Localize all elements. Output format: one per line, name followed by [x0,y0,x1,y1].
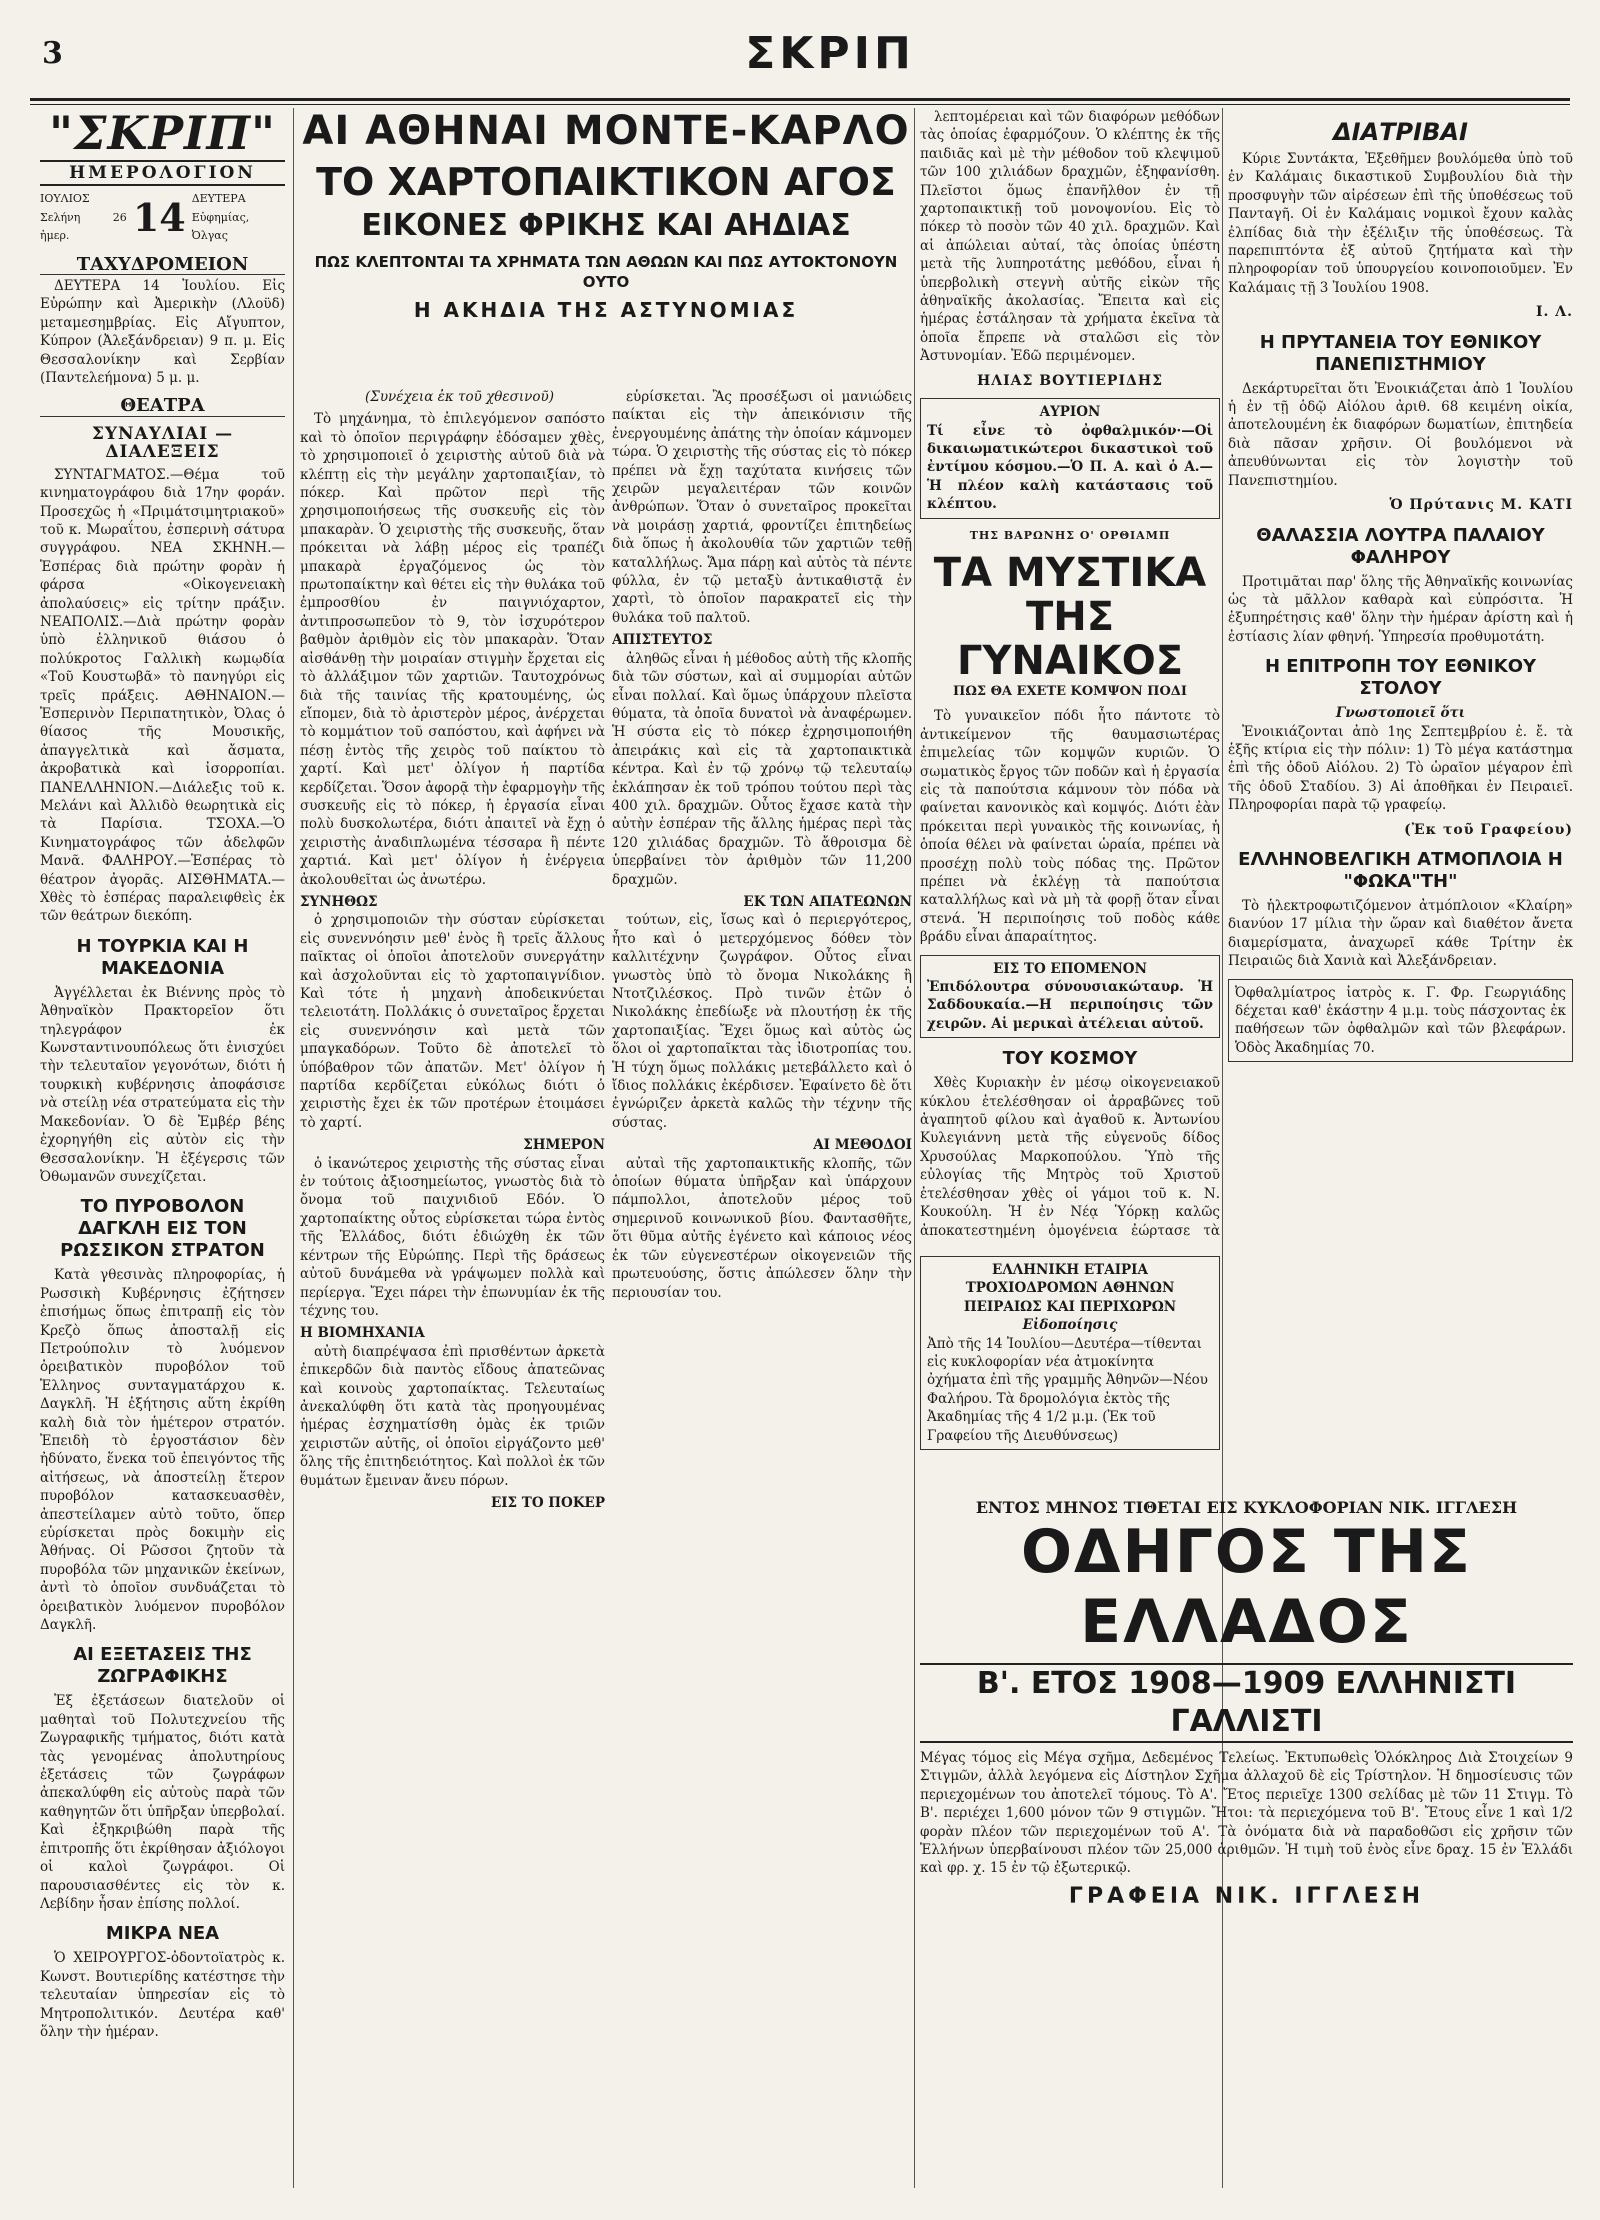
turkey-title: Η ΤΟΥΡΚΙΑ ΚΑΙ Η ΜΑΚΕΔΟΝΙΑ [76,935,249,979]
ad-footer: ΓΡΑΦΕΙΑ ΝΙΚ. ΙΓΓΛΕΣΗ [1068,1883,1425,1909]
tram-text: Ἀπὸ τῆς 14 Ἰουλίου—Δευτέρα—τίθενται εἰς κυκλοφορίαν νέα ἀτμοκίνητα ὀχήματα ἐπὶ τῆς γραμμῆς Ἀθηνῶν—Νέου Φαλήρου. Τὰ δρομολόγια ἐκτὸς τῆς Ἀκαδημίας τῆς 4 1/2 μ.μ. (Ἐκ τοῦ Γραφείου τῆς Διευθύνσεως) [927,1335,1208,1444]
article-text: λεπτομέρειαι καὶ τῶν διαφόρων μεθόδων τὰς ὁποίας ἐφαρμόζουν. Ὁ κλέπτης ἐκ τῆς παιδιᾶς καὶ μὲ τὴν μέθοδον τοῦ κλεψιμοῦ τῶν 100 χιλιάδων δραχμῶν, ἐξηφανίσθη. Πλεῖστοι ὅμως ἐπανῆλθον ἐν τῇ χαρτοπαικτικῇ τοῦ μονοψονίου. Εἰς τὸ πόκερ τὸ ποσὸν τῶν 40 χιλ. δραχμῶν. Καὶ αἱ ἀπώλειαι αὐταί, τὰς ὁποίας ὑπέστη μετὰ τῆς λυπηροτάτης μεθόδου, εἶναι ἡ ὑπερβολικὴ στεγνὴ αὐτῆς εἰκὼν τῆς ἀθηναϊκῆς ἀκολασίας. Ἔπειτα καὶ εἰς ἡμέρας ἐστάλησαν τὰ χρήματα ἐκεῖνα τὰ ὁποῖα ἔπρεπε νὰ σταλῶσι εἰς τὸν Ἀστυνομίαν. Ἐδῶ περιμένομεν. [920,109,1220,365]
baths-title: ΘΑΛΑΣΣΙΑ ΛΟΥΤΡΑ ΠΑΛΑΙΟΥ ΦΑΛΗΡΟΥ [1256,524,1545,568]
article-text: τούτων, εἰς, ἴσως καὶ ὁ περιεργότερος, ἦτο καὶ ὁ μετερχόμενος δόθεν τὸν καλλιτέχνην ζωγράφον. Οὗτος εἶναι γνωστὸς ὑπὸ τὸ ὄνομα Νικολάκης ἢ Ντοτζιλέσκος. Πρὸ τινῶν ἐτῶν ὁ Νικολάκης ἐπεδίωξε νὰ πλουτήσῃ ἐκ τῆς χαρτοπαιξίας. Ἔχει ὅμως καὶ αὐτὸς ὡς ὅλοι οἱ χαρτοπαῖκται τὰς ἰδιοτροπίας του. Ἡ τύχη ὅμως πολλάκις μετεβάλλετο καὶ ὁ ἴδιος πολλάκις ἐκέρδισεν. Ἐφαίνετο δὲ ὅτι ἐγνώριζεν ἀρκετὰ καλῶς τὴν τέχνην τῆς σύστας. [612,912,912,1131]
article-text: αὐταὶ τῆς χαρτοπαικτικῆς κλοπῆς, τῶν ὁποίων θύματα ὑπῆρξαν καὶ ὑπάρχουν πάμπολλοι, ἀποτελοῦν μέρος τοῦ σημερινοῦ κοινωνικοῦ βίου. Φαντασθῆτε, ὅτι θῦμα αὐτῆς ἐγένετο καὶ κάποιος νέος ἐκ τῶν εὐγενεστέρων οἰκογενειῶν τῆς πρωτευούσης, ὅστις ἀπώλεσεν ὅλην τὴν περιουσίαν του. [612,1155,912,1301]
ad-year: Β'. ΕΤΟΣ 1908—1909 ΕΛΛΗΝΙΣΤΙ ΓΑΛΛΙΣΤΙ [920,1663,1573,1743]
small-news-title: ΜΙΚΡΑ ΝΕΑ [105,1923,220,1945]
column-1 [40,108,285,2188]
article-text: αὐτὴ διαπρέψασα ἐπὶ πρισθέντων ἀρκετὰ ἐπικερδῶν διὰ παντὸς εἴδους ἀπατεῶνας καὶ κοινοὺς χαρτοπαίκτας. Τελευταίως ἀνεκαλύφθη ὅτι κατὰ τὰς προηγουμένας ἡμέρας ἐσχηματίσθη ὁμὰς ἐκ τριῶν χειριστῶν αὐτῆς, οἱ ὁποῖοι εἰργάζοντο μεθ' ὅλης τῆς ἐπιτηδειότητος. Καὶ πολλοὶ ἐκ τῶν θυμάτων ἔμειναν ἄνευ πόρων. [300,1343,605,1489]
tram-title: ΕΛΛΗΝΙΚΗ ΕΤΑΙΡΙΑ ΤΡΟΧΙΟΔΡΟΜΩΝ ΑΘΗΝΩΝ ΠΕΙΡΑΙΩΣ ΚΑΙ ΠΕΡΙΧΩΡΩΝ [963,1262,1177,1315]
mystika-title: ΤΑ ΜΥΣΤΙΚΑ ΤΗΣ ΓΥΝΑΙΚΟΣ [933,549,1207,684]
column-2 [300,388,605,2188]
doctor-box [1228,979,1573,1063]
next-title: ΕΙΣ ΤΟ ΕΠΟΜΕΝΟΝ [993,960,1147,977]
prytaneia-signature: Ὁ Πρύτανις Μ. ΚΑΤΙ [1389,497,1573,514]
prytaneia-text: Δεκάρτυρεῖται ὅτι Ἐνοικιάζεται ἀπὸ 1 Ἰουλίου ἡ ἐν τῇ ὁδῷ Αἰόλου ἀριθ. 68 κειμένη οἰκία, ἀποτελουμένη ἐκ διαφόρων δωματίων, ἐπιτηδεία διὰ πᾶσαν χρῆσιν. Οἱ βουλόμενοι νὰ ἀπευθύνωνται εἰς τὸν λογιστὴν τοῦ Πανεπιστημίου. [1228,380,1573,489]
ad-text: Μέγας τόμος εἰς Μέγα σχῆμα, Δεδεμένος Τελείως. Ἐκτυπωθεὶς Ὁλόκληρος Διὰ Στοιχείων 9 Στιγμῶν, ἀλλὰ λεγόμενα εἰς Δίστηλον Σχῆμα ἀλλαχοῦ δὲ εἰς Τρίστηλον. Ἡ δημοσίευσις τῶν περιεχομένων του ἀποτελεῖ τόμους. Τὸ Α'. Ἔτος περιεῖχε 1300 σελίδας μὲ τῶν 11 Στιγμ. Τὸ Β'. περιέχει 1,600 μόνον τῶν 9 στιγμῶν. Ἤτοι: τὰ περιεχόμενα τοῦ Β'. Ἔτους εἶνε 1 καὶ 1/2 φορὰν πλέον τῶν περιεχομένων τοῦ Α'. Τὰ ὀνόματα διὰ νὰ παραδοθῶσι εἰς χρῆσιν τῶν Ἑλλήνων ὑπερβαίνουσι πλέον τῶν 25,000 ἀριθμῶν. Ἡ τιμὴ τοῦ ἑνὸς εἶνε δραχ. 15 ἐν Ἑλλάδι καὶ φρ. χ. 15 ἐν τῷ ἐξωτερικῷ. [920,1750,1573,1877]
column-5 [1228,108,1573,1488]
date-right: ΔΕΥΤΕΡΑ Εὐφημίας, Ὀλγας [191,192,250,243]
fleet-text: Ἐνοικιάζονται ἀπὸ 1ης Σεπτεμβρίου ἐ. ἔ. τὰ ἑξῆς κτίρια εἰς τὴν πόλιν: 1) Τὸ μέγα κατάστημα ἐπὶ τῆς ὁδοῦ Αἰόλου. 2) Τὸ ὡραῖον μέγαρον ἐπὶ τῆς ὁδοῦ Σταδίου. 3) Αἱ ἀποθῆκαι ἐν Πειραιεῖ. Πληροφορίαι παρὰ τῷ γραφείῳ. [1228,723,1573,814]
lead-deck: ΠΩΣ ΚΛΕΠΤΟΝΤΑΙ ΤΑ ΧΡΗΜΑΤΑ ΤΩΝ ΑΘΩΩΝ ΚΑΙ ΠΩΣ ΑΥΤΟΚΤΟΝΟΥΝ ΟΥΤΟ [314,253,898,291]
article-text: εὑρίσκεται. Ἂς προσέξωσι οἱ μανιώδεις παίκται εἰς τὴν ἀπεικόνισιν τῆς ἐνεργουμένης ἀπάτης τὴν ὁποίαν κάμνομεν τώρα. Ὁ χειριστὴς τῆς σύστας εἰς τὸ πόκερ πρέπει νὰ ἔχῃ ταχύτατα κινήσεις τῶν χειρῶν μεγαλειτέραν τῶν κοινῶν ἀνθρώπων. Ὅταν ὁ συνεταῖρος προκεῖται νὰ μοιράσῃ χαρτιά, φροντίζει ἐπιτηδείως διὰ ὅπως ἡ ἀκολουθία τῶν χαρτιῶν τεθῇ καταλλήλως. Ἅμα πάρῃ καὶ αὐτὸς τὰ πέντε φύλλα, ἐν τῷ μεταξὺ ἀντικαθιστᾷ ἐν χαρτὶ, τὸ ὁποῖον παρακρατεῖ εἰς τὴν θυλάκα τοῦ παλτοῦ. [612,389,912,626]
post-text: ΔΕΥΤΕΡΑ 14 Ἰουλίου. Εἰς Εὐρώπην καὶ Ἀμερικὴν (Λλοϋδ) μεταμεσημβρίας. Εἰς Αἴγυπτον, Κύπρον (Ἀλεξάνδρειαν) 9 π. μ. Εἰς Θεσσαλονίκην καὶ Σερβίαν (Παντελεήμονα) 5 μ. μ. [40,278,285,387]
exams-text: Ἐξ ἐξετάσεων διατελοῦν οἱ μαθηταὶ τοῦ Πολυτεχνείου τῆς Ζωγραφικῆς τμήματος, διότι κατὰ τὰς γενομένας ἀπολυτηρίους ἐξετάσεις τῶν ζωγράφων ἀπεκαλύφθη εἰς αὐτοὺς παρὰ τῶν καθηγητῶν ὅτι ὑπῆρξαν ὑπερβολαί. Καὶ ἐξηκριβώθη παρὰ τῆς ἐπιτροπῆς ὅτι ἐκρίθησαν ἀξιόλογοι οἱ καλοὶ ζωγράφοι. Οἱ παρουσιασθέντες εἰς τὸν κ. Λεβίδην ἦσαν ἐπίσης πολλοί. [40,1693,285,1912]
header-rule-thin [30,104,1570,105]
subhead: ΣΗΜΕΡΟΝ [523,1137,605,1154]
article-text: Τὸ μηχάνημα, τὸ ἐπιλεγόμενον σαπόστο καὶ τὸ ὁποῖον περιγράφην ἐδόσαμεν χθὲς, τὸ χρησιμοποιεῖ ὁ χειριστὴς αὐτοῦ διὰ νὰ κλέπτῃ εἰς τὴν μεγάλην χαρτοπαιξίαν, τὸ πόκερ. Καὶ πρῶτον περὶ τῆς χρησιμοποιήσεως τῆς συσκευῆς εἰς τὸν μπακαρὰν. Ὁ χειριστὴς τῆς συσκευῆς, ὅταν πρόκειται νὰ λάβῃ μέρος εἰς τραπέζι μπακαρὰ ἐργαζόμενος ὡς τὸν πρωτοπαίκτην καὶ θέτει εἰς τὴν θυλάκα τοῦ ἐμπροσθίου ἐν παιγνιόχαρτον, ἀντιπροσωπεῦον τὸ 9, τὸν ἰσχυρότερον βαθμὸν ἀριθμὸν εἰς τὸν μπακαρὰν. Ὅταν αἰσθάνθῃ τὴν μοιραίαν στιγμὴν ἔρχεται εἰς τὸ ἀλλάξιμον τῶν χαρτιῶν. Ταυτοχρόνως διὰ τῆς ταινίας τῆς κρατουμένης, ὡς εἴπομεν, διὰ τὸ ἀριστερὸν μέρος, ἀνέρχεται τὸ κομμάτιον τοῦ σαπόστου, καὶ ἀφήνει νὰ πέσῃ ἐντὸς τῆς χειρὸς τοῦ παίκτου τὸ χαρτί. Καὶ μετ' ὀλίγον ἡ παρτίδα κερδίζεται. Ὅσον ἀφορᾷ τὴν ἐφαρμογὴν τῆς συσκευῆς εἰς τὸ πόκερ, ἡ ἐργασία εἶναι πολὺ δυσκολωτέρα, διότι ἀπαιτεῖ νὰ ἔχῃ ὁ χειριστὴς ἀναδιπλωμένα τέσσαρα ἢ πέντε χαρτιά. Καὶ μετ' ὀλίγον ἡ ἐνέργεια ἀκολουθεῖται ὡς ἀνωτέρω. [300,411,605,888]
society-title: ΤΟΥ ΚΟΣΜΟΥ [1002,1048,1138,1070]
masthead: ΣΚΡΙΠ [745,28,915,79]
cannon-text: Κατὰ γθεσινὰς πληροφορίας, ἡ Ρωσσικὴ Κυβέρνησις ἐζήτησεν ἐπισήμως ὅπως ἐπιτραπῇ εἰς τὸν Κρεζὸ ὅπως ἀποσταλῇ εἰς Πετρούπολιν τὸ λυόμενον ὀρειβατικὸν πυροβόλον τοῦ Ἑλληνος συνταγματάρχου κ. Δαγκλῆ. Ἡ ἐξήτησις αὕτη ἐκρίθη καλὴ διὰ τὸν ἡμέτερον στρατόν. Ἐπειδὴ τὸ ἐργοστάσιον δὲν ἠδύνατο, ἕνεκα τοῦ ἐπειγόντος τῆς αἰτήσεως, νὰ ἀποστείλῃ ἕτερον πυροβόλον κατασκευασθὲν, ἀπεστείλαμεν αὐτὸ τοῦτο, ὅπερ εὑρίσκεται πρὸς δοκιμὴν εἰς Ἀθήνας. Οἱ Ρῶσσοι ζητοῦν τὰ πυροβόλα τῶν μηχανικῶν ἐκείνων, ἀντὶ τὸ ὁποῖον συνδυάζεται τὸ ὀρειβατικὸν λυόμενον πυροβόλον Δαγκλῆ. [40,1267,285,1634]
subhead: ΕΙΣ ΤΟ ΠΟΚΕΡ [490,1494,605,1511]
subhead: ΕΚ ΤΩΝ ΑΠΑΤΕΩΝΩΝ [743,893,912,910]
section-theatre-title: ΘΕΑΤΡΑ [40,397,285,416]
day-number: 14 [132,194,186,240]
calendar-subtitle: ΗΜΕΡΟΛΟΓΙΟΝ [40,160,285,186]
subhead: ΑΠΙΣΤΕΥΤΟΣ [612,632,713,649]
diatribai-title: ΔΙΑΤΡΙΒΑΙ [1333,118,1468,146]
subhead: ΑΙ ΜΕΘΟΔΟΙ [813,1137,912,1154]
header-rule [30,98,1570,101]
column-divider [293,108,294,2188]
tram-notice [920,1248,1220,1498]
exams-title: ΑΙ ΕΞΕΤΑΣΕΙΣ ΤΗΣ ΖΩΓΡΑΦΙΚΗΣ [73,1644,252,1688]
lead-subtitle: ΕΙΚΟΝΕΣ ΦΡΙΚΗΣ ΚΑΙ ΑΗΔΙΑΣ [361,208,851,243]
baths-text: Προτιμᾶται παρ' ὅλης τῆς Ἀθηναϊκῆς κοινωνίας ὡς τὰ μᾶλλον καθαρὰ καὶ εὐπρόσιτα. Ἡ ἐξυπηρέτησις καθ' ὅλην τὴν ἡμέραν ἀρίστη καὶ ἡ ἐστίασις λίαν φθηνή. Ὑπηρεσία προθυμοτάτη. [1228,573,1573,645]
section-concerts-title: ΣΥΝΑΥΛΙΑΙ — ΔΙΑΛΕΞΕΙΣ [91,423,234,463]
cannon-title: ΤΟ ΠΥΡΟΒΟΛΟΝ ΔΑΓΚΛΗ ΕΙΣ ΤΟΝ ΡΩΣΣΙΚΟΝ ΣΤΡΑΤΟΝ [60,1196,265,1262]
society-text: Χθὲς Κυριακὴν ἐν μέσῳ οἰκογενειακοῦ κύκλου ἑτελέσθησαν οἱ ἀρραβῶνες τοῦ ἀγαπητοῦ φίλου καὶ ἀγαθοῦ κ. Ἀντωνίου Κυλεγιάννη μετὰ τῆς εὐγενοῦς δίδος Χρυσούλας Μαρκοπούλου. Ὑπὸ τῆς εὐλογίας τῆς Μητρὸς τοῦ Χριστοῦ ἐτελέσθησαν χθὲς οἱ γάμοι τοῦ κ. Ν. Κουκούλη. Ἡ ἐν Νέᾳ Ὑόρκῃ καλῶς ἀποκατεστημένη ὁμογένεια ἐώρτασε τὰ [920,1075,1220,1238]
section-post-title: ΤΑΧΥΔΡΟΜΕΙΟΝ [40,256,285,275]
fleet-signature: (Ἐκ τοῦ Γραφείου) [1404,821,1573,838]
lead-headline [300,108,912,322]
turkey-text: Ἀγγέλλεται ἐκ Βιέννης πρὸς τὸ Ἀθηναϊκὸν Πρακτορεῖον ὅτι τηλεγράφον ἐκ Κωνσταντινουπόλεως ὅτι ἐνισχύει τὴν τελευταῖον γεγονότων, διότι ἡ τουρκικὴ κυβέρνησις ἀποφάσισε νὰ στείλῃ νέα στρατεύματα εἰς τὴν Μακεδονίαν. Ὁ δὲ Ἐμβέρ βέης ἐχορηγήθη εἰς αὐτὸν εἰς τὴν Θεσσαλονίκην. Ἡ ἐξέγερσις τῶν Ὀθωμανῶν συνεχίζεται. [40,984,285,1185]
mystika-subtitle: ΠΩΣ ΘΑ ΕΧΕΤΕ ΚΟΜΨΟΝ ΠΟΔΙ [953,683,1187,699]
article-text: ἀληθῶς εἶναι ἡ μέθοδος αὐτὴ τῆς κλοπῆς διὰ τῶν σύστων, καὶ αἱ συμμορίαι αὐτῶν εἶναι πολλαί. Καὶ ὅμως ὑπάρχουν πλεῖστα θύματα, τὰ ὁποῖα δυνατοὶ νὰ ἀναφέρωμεν. Ἡ σύστα εἰς τὸ πόκερ ἐχρησιμοποιήθη ἀπειράκις καὶ εἰς τὰ χαρτοπαικτικὰ κέντρα. Καὶ ἐν τῷ χρόνῳ τῷ τελευταίῳ ἐκλάπησαν ἐκ τοῦ τρόπου τούτου περὶ τὰς 400 χιλ. δραχμῶν. Οὗτος ἔχασε κατὰ τὴν αὐτὴν ἑσπέραν τῆς ἄλλης ἡμέρας περὶ τὰς 120 χιλιάδας δραχμῶν. Τὸ ἄθροισμα δὲ ὑπερβαίνει τὸν ἀριθμὸν τῶν 11,200 δραχμῶν. [612,650,912,888]
next-box [920,955,1220,1039]
shipping-text: Τὸ ἡλεκτροφωτιζόμενον ἀτμόπλοιον «Κλαίρη» διανύον 17 μίλια τὴν ὥραν καὶ διαθέτον ἄνετα διαμερίσματα, ἀναχωρεῖ κάθε Τρίτην ἐκ Πειραιῶς διὰ Χανιὰ καὶ Ἀλεξάνδρειαν. [1228,897,1573,970]
page-header [30,28,1570,108]
column-4 [920,108,1220,1238]
ad-kicker: ΕΝΤΟΣ ΜΗΝΟΣ ΤΙΘΕΤΑΙ ΕΙΣ ΚΥΚΛΟΦΟΡΙΑΝ ΝΙΚ. ΙΓΓΛΕΣΗ [975,1498,1518,1517]
tomorrow-box [920,398,1220,518]
fleet-subtitle: Γνωστοποιεῖ ὅτι [1335,705,1466,722]
fleet-title: Η ΕΠΙΤΡΟΠΗ ΤΟΥ ΕΘΝΙΚΟΥ ΣΤΟΛΟΥ [1264,656,1537,700]
next-text: Ἐπιδόλουτρα σύνουσιακώταυρ. Ἡ Σαδδουκαία.—Η περιποίησις τῶν χειρῶν. Αἱ μερικαὶ ἀτέλειαι αὐτοῦ. [927,979,1213,1032]
article-text: ὁ ἱκανώτερος χειριστὴς τῆς σύστας εἶναι ἐν τούτοις ἀξιοσημείωτος, γνωστὸς διὰ τὸ ὄνομα τοῦ παιχνιδιοῦ Εδόν. Ὁ χαρτοπαίκτης οὗτος εὑρίσκεται τώρα ἐντὸς τῆς Ἑλλάδος, διότι ἐδιώχθη ἐκ τῶν κέντρων τῆς Εὐρώπης. Περὶ τῆς δράσεως αὐτοῦ δυνάμεθα νὰ γράψωμεν πολλὰ καὶ περίεργα. Ἔχει πάρει τὴν ἐπωνυμίαν ἐκ τῆς τέχνης του. [300,1155,605,1319]
shipping-title: ΕΛΛΗΝΟΒΕΛΓΙΚΗ ΑΤΜΟΠΛΟΙΑ Η "ΦΩΚΑ"ΤΗ" [1238,848,1563,892]
page-number: 3 [42,36,63,71]
guide-advertisement [920,1498,1573,2188]
date-row [40,190,285,245]
ad-title: ΟΔΗΓΟΣ ΤΗΣ ΕΛΛΑΔΟΣ [1021,1517,1472,1657]
prytaneia-title: Η ΠΡΥΤΑΝΕΙΑ ΤΟΥ ΕΘΝΙΚΟΥ ΠΑΝΕΠΙΣΤΗΜΙΟΥ [1259,331,1542,375]
column-3 [612,388,912,2188]
tomorrow-title: ΑΥΡΙΟΝ [1039,404,1101,421]
tomorrow-text: Τί εἶνε τὸ ὀφθαλμικόν·—Οἱ δικαιωματικώτεροι δικαστικοὶ τοῦ ἐντίμου κόσμου.—Ὁ Π. Α. καὶ ὁ Α.—Ἡ πλέον καλὴ κατάστασις τοῦ κλέπτου. [927,422,1213,513]
calendar-masthead: "ΣΚΡΙΠ" [48,108,276,160]
diatribai-signature: Ι. Λ. [1535,304,1573,321]
subhead: Η ΒΙΟΜΗΧΑΝΙΑ [300,1325,425,1342]
doctor-text: Ὀφθαλμίατρος ἰατρὸς κ. Γ. Φρ. Γεωργιάδης δέχεται καθ' ἑκάστην 4 μ.μ. τοὺς πάσχοντας ἐκ παθήσεων τῶν ὀφθαλμῶν καὶ τῶν βλεφάρων. Ὁδὸς Ἀκαδημίας 70. [1235,984,1566,1056]
mystika-text: Τὸ γυναικεῖον πόδι ἦτο πάντοτε τὸ ἀντικείμενον τῆς θαυμασιωτέρας ἐπιμελείας τῶν κομψῶν κυριῶν. Ὁ σωματικὸς ἔργος τῶν ποδῶν καὶ ἡ ἐργασία εἰς τὰ παπούτσια κάμνουν τὸν πόδα νὰ φαίνεται κανονικὸς καὶ κομψός. Διότι ἐὰν πρόκειται περὶ γυναικὸς τῆς κοινωνίας, ἡ ὁποία θέλει νὰ φαίνεται ὡραία, πρέπει νὰ προσέχῃ πολὺ τοὺς πόδας της. Πρῶτον πρέπει νὰ ἐκλέγῃ τὰ παπούτσια καταλλήλως καὶ νὰ μὴ τὰ φορῇ ὅταν εἶναι στενά. Ἡ περιποίησις τοῦ ποδὸς κάθε βράδυ εἶναι ἀπαραίτητος. [920,708,1220,946]
lead-kicker: ΑΙ ΑΘΗΝΑΙ ΜΟΝΤΕ-ΚΑΡΛΟ [302,108,910,154]
date-left: ΙΟΥΛΙΟΣ Σελήνη 26 ἡμερ. [40,192,127,243]
diatribai-text: Κύριε Συντάκτα, Ἐξεθῆμεν βουλόμεθα ὑπὸ τοῦ ἐν Καλάμαις δικαστικοῦ Συμβουλίου διὰ τὴν προσφυγὴν τῶν αἱρέσεων ἐπὶ τῆς ὑποθέσεως τοῦ Πανταγῆ. Οἱ ἐν Καλάμαις νομικοὶ ἔχουν καλὰς ἐλπίδας διὰ τὴν ἐξέλιξιν τῆς ὑποθέσεως. Τὰ παρεπιπτόντα ἐξ αὐτοῦ ζητήματα καὶ τὴν πληροφορίαν τοῦ ὑπουργείου κοινοποιοῦμεν. Ἐν Καλάμαις τῇ 3 Ἰουλίου 1908. [1228,151,1573,296]
lead-title: ΤΟ ΧΑΡΤΟΠΑΙΚΤΙΚΟΝ ΑΓΟΣ [316,160,896,204]
subhead: ΣΥΝΗΘΩΣ [300,893,378,910]
article-text: ὁ χρησιμοποιῶν τὴν σύσταν εὑρίσκεται εἰς συνεννόησιν μεθ' ἑνὸς ἢ τρεῖς ἄλλους παῖκτας οἱ ὁποῖοι ἀποτελοῦν συνεργάτην καὶ ἀσχολοῦνται εἰς τὸ χαρτοπαιγνίδιον. Καὶ τότε ἡ μηχανὴ ἀποδεικνύεται τελειοτάτη. Πολλάκις ὁ συνεταῖρος ἔρχεται εἰς συνεννόησιν καὶ μετὰ τῶν μπαγκαδόρων. Τοῦτο δὲ ἀποτελεῖ τὸ ὑπόβαθρον τῶν ἀπατῶν. Μετ' ὀλίγον ἡ παρτίδα κερδίζεται εὐκόλως διότι ὁ χειριστὴς ἔχει ἐκ τῶν προτέρων ἑτοιμάσει τὸ χαρτί. [300,912,605,1131]
series-brand: ΤΗΣ ΒΑΡΩΝΗΣ Ο' ΟΡΘΙΑΜΠ [969,528,1171,542]
tram-box [920,1256,1220,1450]
author-signature: ΗΛΙΑΣ ΒΟΥΤΙΕΡΙΔΗΣ [977,372,1163,389]
column-divider [914,108,915,2188]
lead-deck-2: Η ΑΚΗΔΙΑ ΤΗΣ ΑΣΤΥΝΟΜΙΑΣ [413,298,799,322]
theatre-text: ΣΥΝΤΑΓΜΑΤΟΣ.—Θέμα τοῦ κινηματογράφου διὰ 17ην φοράν. Προσεχῶς ἡ «Πριμάτσιμητριακοῦ» τοῦ κ. Μωραΐτου, ἐσπερινὴ σάτυρα συγγράφου. ΝΕΑ ΣΚΗΝΗ.—Ἑσπέρας διὰ πρώτην φορὰν ἡ φάρσα «Οἰκογενειακὴ ἀπολαύσεις» εἰς τρίτην πράξιν. ΝΕΑΠΟΛΙΣ.—Διὰ πρώτην φορὰν ὑπὸ ἑλληνικοῦ θιάσου ὁ πολύκροτος Γαλλικὴ κωμῳδία «Τοῦ Κουστωβᾶ» τὸ πανηγύρι εἰς τρεῖς πράξεις. ΑΘΗΝΑΙΟΝ.—Ἑσπερινὸν Περιπατητικὸν, Ὀλας ὁ θίασος τῆς Μουσικῆς, ἀπαγγελτικὰ καὶ ἄσματα, ἀκροβατικὰ καὶ ἰσορροπίαι. ΠΑΝΕΛΛΗΝΙΟΝ.—Διάλεξις τοῦ κ. Μελάνι καὶ Ἀλλιδὸ θεωρητικὰ εἰς τὰ Παρίσια. ΤΣΟΧΑ.—Ὁ Κινηματογράφος τῶν ἀδελφῶν Μανᾶ. ΦΑΛΗΡΟΥ.—Ἑσπέρας τὸ θέατρον ἀγορᾶς. ΑΙΣΘΗΜΑΤΑ.—Χθὲς τὸ ἑσπέρας παραλειφθεὶς ἐκ τῶν θεάτρων διεκόπη. [40,466,285,925]
small-news-text: Ὁ ΧΕΙΡΟΥΡΓΟΣ-ὀδοντοϊατρὸς κ. Κωνστ. Βουτιερίδης κατέστησε τὴν τελευταίαν ὑπηρεσίαν εἰς τὸ Μητροπολιτικόν. Δευτέρα καθ' ὅλην τὴν ἡμέραν. [40,1950,285,2040]
tram-subtitle: Εἰδοποίησις [1022,1317,1118,1334]
continued-note: (Συνέχεια ἐκ τοῦ χθεσινοῦ) [365,389,554,405]
